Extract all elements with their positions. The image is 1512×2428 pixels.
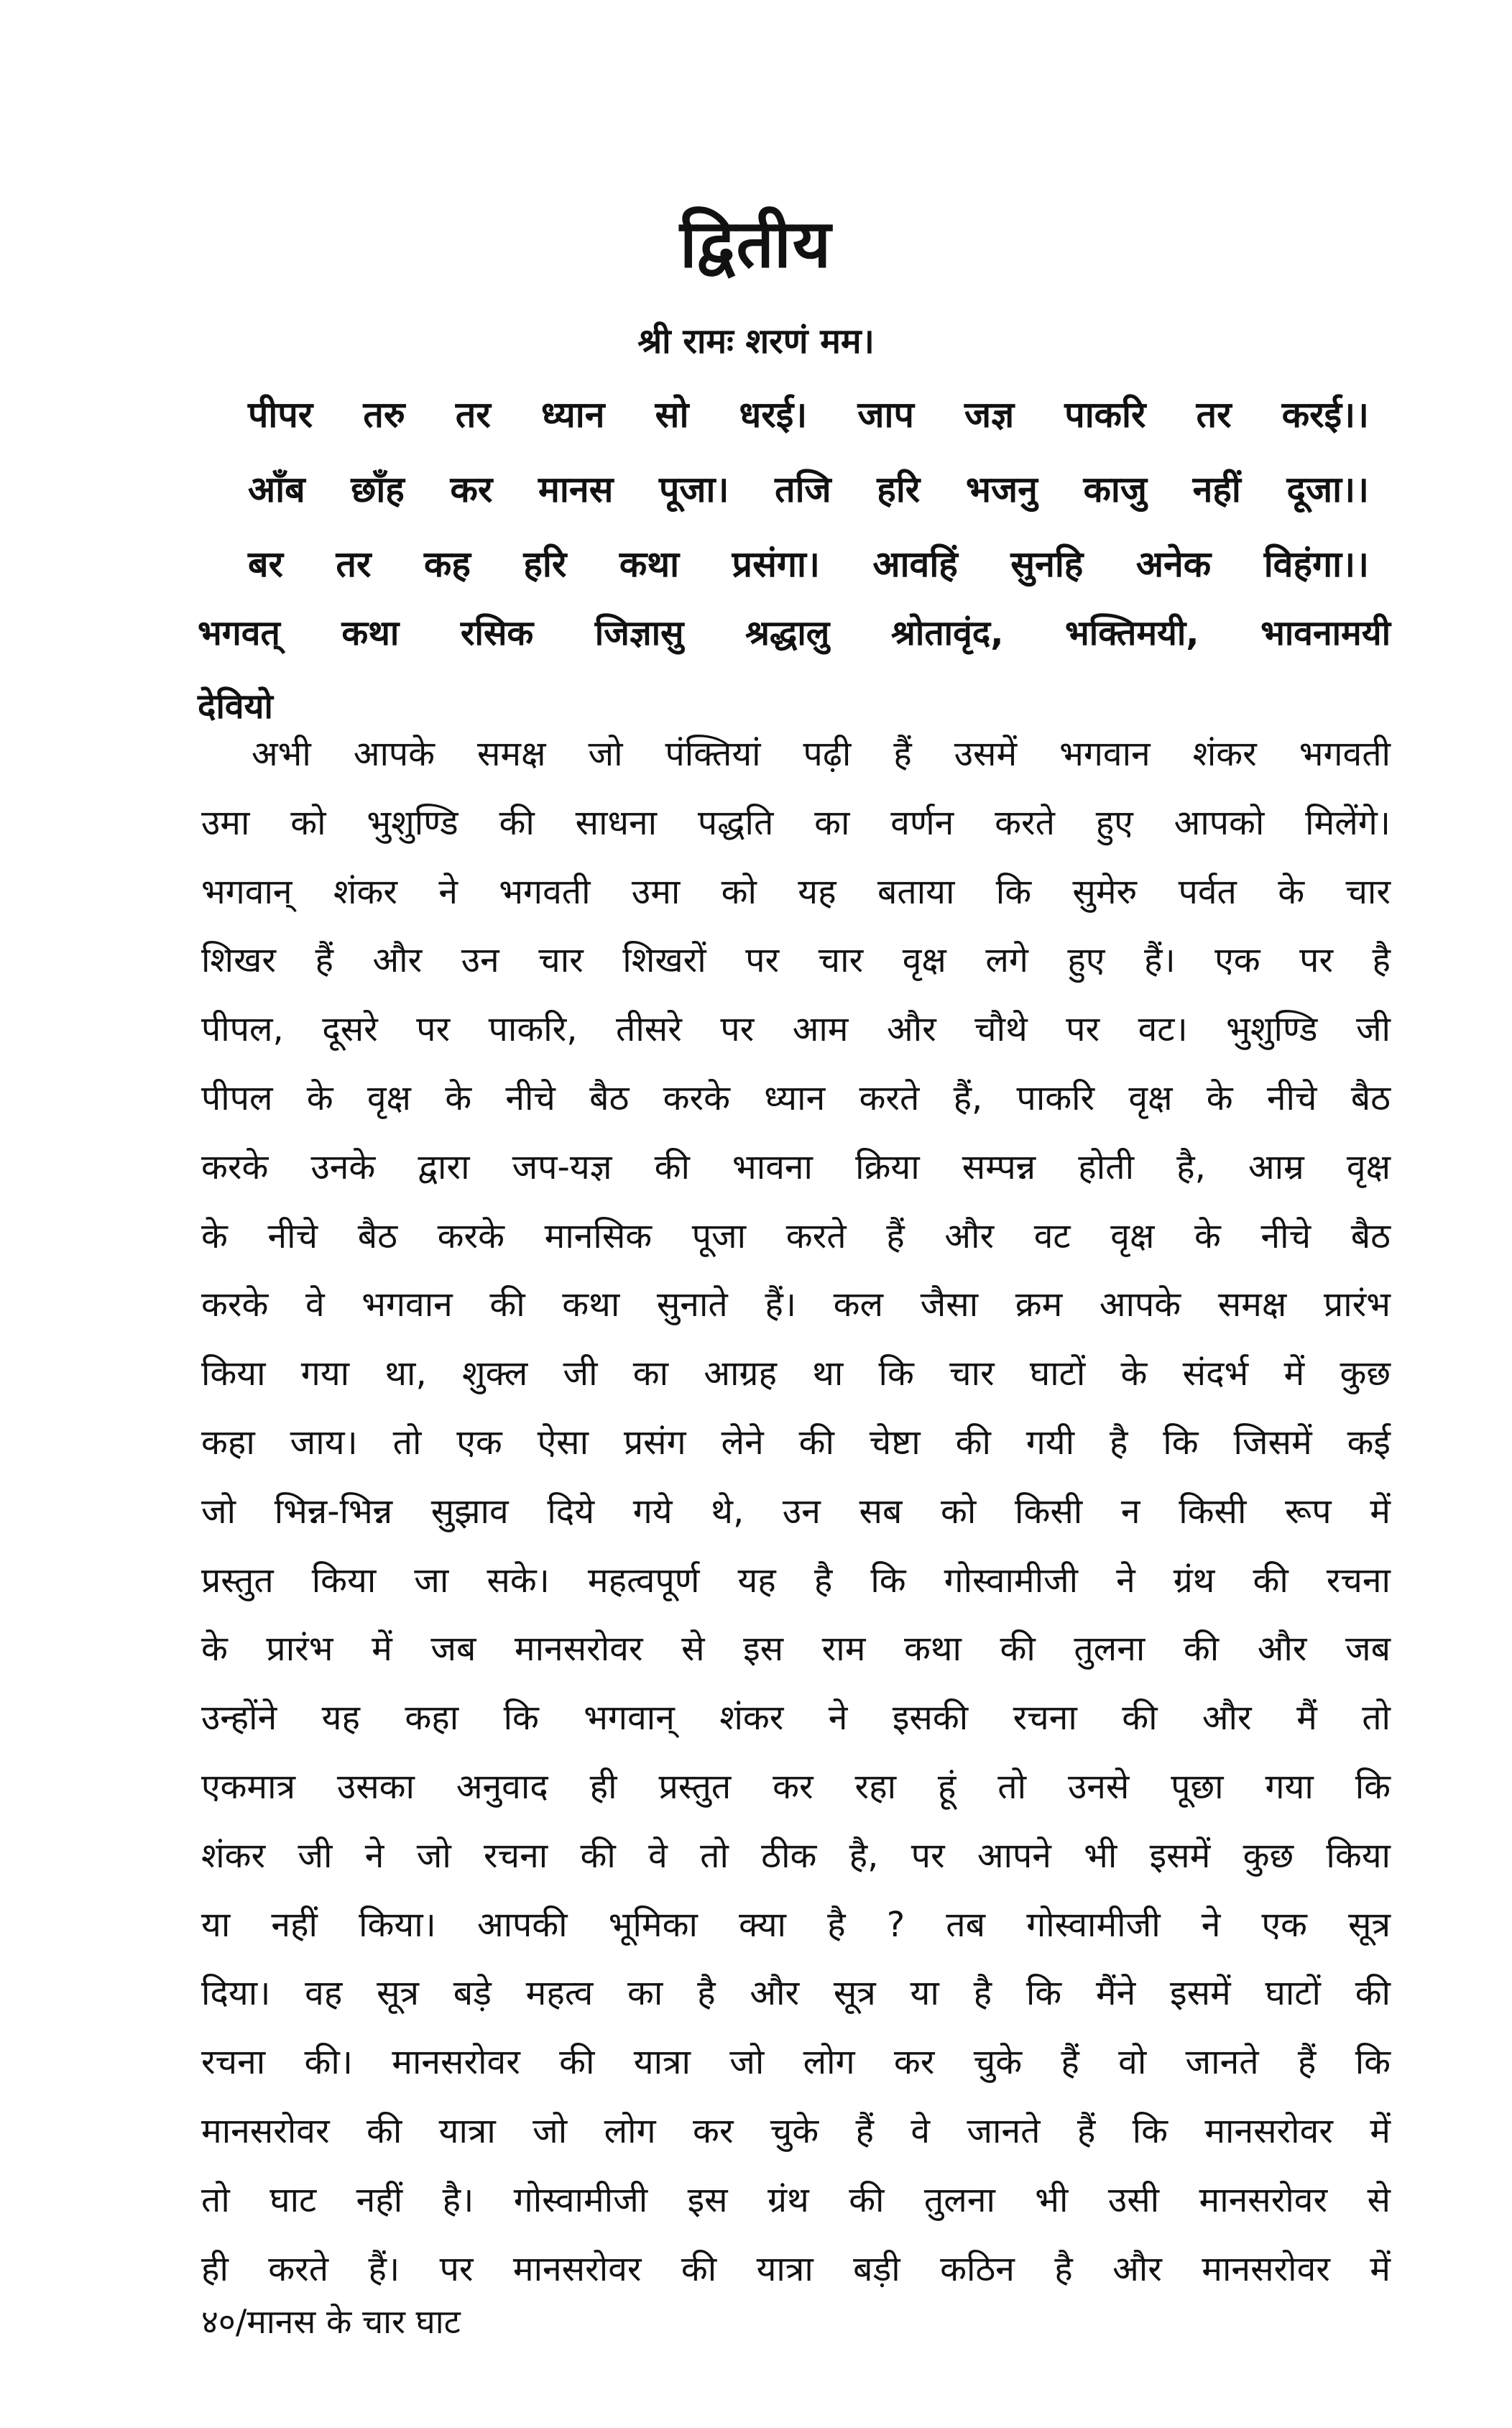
address-line: देवियो (198, 686, 273, 727)
body-line: या नहीं किया। आपकी भूमिका क्या है ? तब गोस्वामीजी ने एक सूत्र (201, 1904, 1391, 1945)
body-line: जो भिन्न-भिन्न सुझाव दिये गये थे, उन सब को किसी न किसी रूप में (201, 1491, 1391, 1532)
body-line: के प्रारंभ में जब मानसरोवर से इस राम कथा की तुलना की और जब (201, 1629, 1391, 1670)
body-line: कहा जाय। तो एक ऐसा प्रसंग लेने की चेष्टा की गयी है कि जिसमें कई (201, 1422, 1391, 1463)
verse-line: पीपर तरु तर ध्यान सो धरई। जाप जज्ञ पाकरि तर करई।। (248, 394, 1369, 436)
body-line: शिखर हैं और उन चार शिखरों पर चार वृक्ष लगे हुए हैं। एक पर है (201, 940, 1391, 981)
body-line: किया गया था, शुक्ल जी का आग्रह था कि चार घाटों के संदर्भ में कुछ (201, 1353, 1391, 1394)
verse-block (248, 377, 1369, 602)
page-footer: ४०/मानस के चार घाट (201, 2302, 461, 2341)
body-line: पीपल, दूसरे पर पाकरि, तीसरे पर आम और चौथे पर वट। भुशुण्डि जी (201, 1009, 1391, 1050)
body-line: पीपल के वृक्ष के नीचे बैठ करके ध्यान करते हैं, पाकरि वृक्ष के नीचे बैठ (201, 1077, 1391, 1118)
body-line: मानसरोवर की यात्रा जो लोग कर चुके हैं वे जानते हैं कि मानसरोवर में (201, 2110, 1391, 2151)
body-line: करके उनके द्वारा जप-यज्ञ की भावना क्रिया सम्पन्न होती है, आम्र वृक्ष (201, 1146, 1391, 1187)
body-line: करके वे भगवान की कथा सुनाते हैं। कल जैसा क्रम आपके समक्ष प्रारंभ (201, 1284, 1391, 1325)
verse-line: बर तर कह हरि कथा प्रसंगा। आवहिं सुनहि अनेक विहंगा।। (248, 543, 1369, 585)
invocation-line: श्री रामः शरणं मम। (637, 321, 875, 362)
address-line: भगवत् कथा रसिक जिज्ञासु श्रद्धालु श्रोतावृंद, भक्तिमयी, भावनामयी (198, 613, 1391, 653)
body-line: अभी आपके समक्ष जो पंक्तियां पढ़ी हैं उसमें भगवान शंकर भगवती (252, 734, 1391, 774)
body-line: के नीचे बैठ करके मानसिक पूजा करते हैं और वट वृक्ष के नीचे बैठ (201, 1215, 1391, 1256)
body-line: दिया। वह सूत्र बड़े महत्व का है और सूत्र या है कि मैंने इसमें घाटों की (201, 1973, 1391, 2014)
body-line: उमा को भुशुण्डि की साधना पद्धति का वर्णन करते हुए आपको मिलेंगे। (201, 802, 1391, 843)
verse-line: आँब छाँह कर मानस पूजा। तजि हरि भजनु काजु नहीं दूजा।। (248, 469, 1369, 510)
body-line: शंकर जी ने जो रचना की वे तो ठीक है, पर आपने भी इसमें कुछ किया (201, 1835, 1391, 1876)
body-line: भगवान् शंकर ने भगवती उमा को यह बताया कि सुमेरु पर्वत के चार (201, 871, 1391, 912)
body-line: एकमात्र उसका अनुवाद ही प्रस्तुत कर रहा हूं तो उनसे पूछा गया कि (201, 1766, 1391, 1807)
chapter-title: द्वितीय (679, 206, 833, 282)
body-line: तो घाट नहीं है। गोस्वामीजी इस ग्रंथ की तुलना भी उसी मानसरोवर से (201, 2179, 1391, 2220)
body-line: उन्होंने यह कहा कि भगवान् शंकर ने इसकी रचना की और मैं तो (201, 1698, 1391, 1739)
body-line: प्रस्तुत किया जा सके। महत्वपूर्ण यह है कि गोस्वामीजी ने ग्रंथ की रचना (201, 1560, 1391, 1601)
body-paragraph (201, 720, 1391, 2304)
body-line: रचना की। मानसरोवर की यात्रा जो लोग कर चुके हैं वो जानते हैं कि (201, 2042, 1391, 2083)
body-line: ही करते हैं। पर मानसरोवर की यात्रा बड़ी कठिन है और मानसरोवर में (201, 2248, 1391, 2289)
